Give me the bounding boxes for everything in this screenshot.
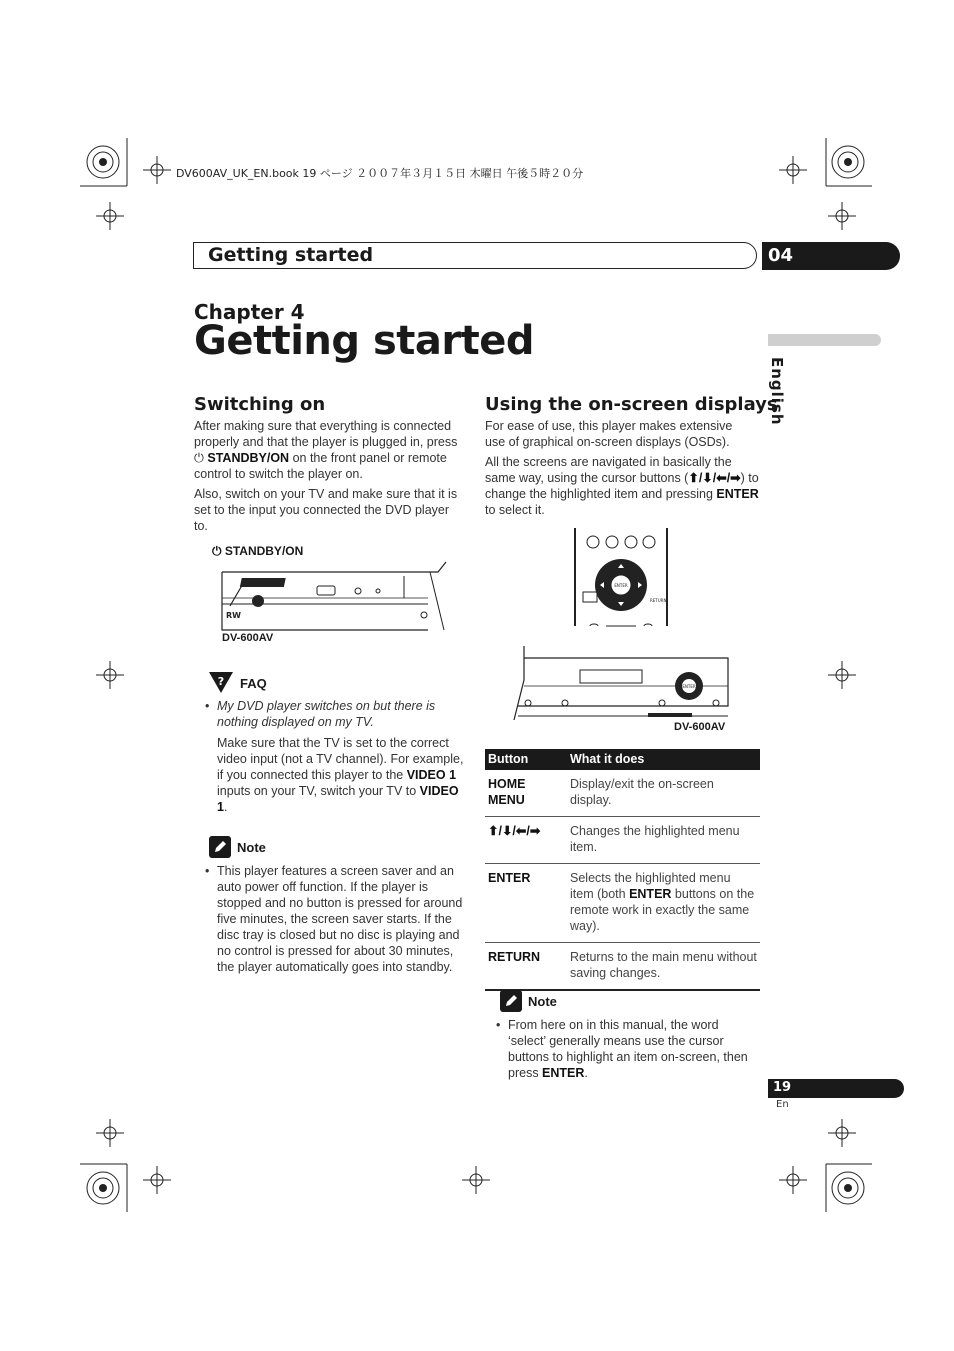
table-row: [485, 770, 760, 817]
remote-control-illustration: [572, 528, 670, 628]
osd-paragraph-2: All the screens are navigated in basically the same way, using the cursor buttons (⬆/⬇/⬅/➡) to change the highlighted item and pressing ENTER to select it.: [485, 455, 759, 517]
front-panel-menu-illustration: [510, 644, 740, 722]
language-tab: English: [768, 357, 786, 426]
osd-paragraph-1: For ease of use, this player makes extensive use of graphical on-screen displays (OSDs).: [485, 419, 733, 449]
chapter-label: Chapter 4: [194, 300, 305, 324]
chapter-title: Getting started: [194, 318, 534, 364]
note-icon: [209, 836, 231, 858]
faq-title: FAQ: [240, 676, 267, 691]
table-cell-button: RETURN: [485, 943, 567, 991]
svg-text:ENTER: ENTER: [682, 684, 696, 689]
language-code: En: [776, 1099, 789, 1110]
table-cell-desc: Changes the highlighted menu item.: [567, 817, 760, 864]
button-function-table: [485, 749, 760, 991]
svg-text:ENTER: ENTER: [614, 583, 628, 588]
table-cell-button: HOME MENU: [485, 770, 567, 817]
table-row: [485, 817, 760, 864]
page-number: 19: [773, 1080, 792, 1095]
cursor-arrows-icon: ⬆/⬇/⬅/➡: [688, 471, 741, 485]
faq-question: • My DVD player switches on but there is nothing displayed on my TV.: [205, 699, 436, 729]
switching-on-paragraph-1: After making sure that everything is connected properly and that the player is plugged in, press ⏻ STANDBY/ON on the front panel or remote control to switch the player on.: [194, 419, 458, 481]
front-panel-illustration: [218, 558, 450, 636]
print-info-line: DV600AV_UK_EN.book 19 ページ ２００７年３月１５日 木曜日 午後５時２０分: [176, 167, 584, 180]
table-cell-desc: Selects the highlighted menu item (both ENTER buttons on the remote work in exactly the same way).: [567, 864, 760, 943]
power-icon: ⏻: [194, 451, 208, 465]
svg-text:?: ?: [217, 675, 225, 688]
language-tab-bar: [768, 334, 881, 346]
osd-figure-model: DV-600AV: [674, 721, 726, 733]
note-right-text: • From here on in this manual, the word ‘select’ generally means use the cursor buttons to highlight an item on-screen, then press ENTER.: [496, 1018, 748, 1080]
table-header-button: Button: [485, 749, 567, 770]
note-right-title: Note: [528, 994, 557, 1009]
table-cell-desc: Display/exit the on-screen display.: [567, 770, 760, 817]
faq-answer: Make sure that the TV is set to the correct video input (not a TV channel). For example, if you connected this player to the VIDEO 1 inputs on your TV, switch your TV to VIDEO 1.: [217, 736, 464, 814]
switching-on-heading: Switching on: [194, 394, 326, 415]
table-row: [485, 943, 760, 991]
faq-icon: [208, 670, 234, 694]
table-header-what-it-does: What it does: [567, 749, 760, 770]
switching-on-paragraph-2: Also, switch on your TV and make sure that it is set to the input you connected the DVD player to.: [194, 487, 458, 533]
note-left-title: Note: [237, 840, 266, 855]
standby-figure-model: DV-600AV: [222, 632, 274, 644]
note-icon: [500, 990, 522, 1012]
chapter-number: 04: [768, 245, 794, 266]
svg-text:RETURN: RETURN: [650, 598, 667, 603]
table-cell-button: ENTER: [485, 864, 567, 943]
table-cell-desc: Returns to the main menu without saving changes.: [567, 943, 760, 991]
power-icon: ⏻: [212, 544, 225, 558]
svg-text:RW: RW: [226, 611, 241, 620]
note-left-text: • This player features a screen saver and an auto power off function. If the player is stopped and no button is pressed for around five minutes, the screen saver starts. If the disc tray is closed but no disc is playing and no control is pressed for about 30 minutes, the player automatically goes into standby.: [205, 864, 463, 974]
standby-figure-label: ⏻ STANDBY/ON: [212, 544, 304, 558]
table-row: [485, 864, 760, 943]
table-cell-button: ⬆/⬇/⬅/➡: [485, 817, 567, 864]
osd-heading: Using the on-screen displays: [485, 394, 778, 415]
header-title: Getting started: [208, 244, 374, 266]
